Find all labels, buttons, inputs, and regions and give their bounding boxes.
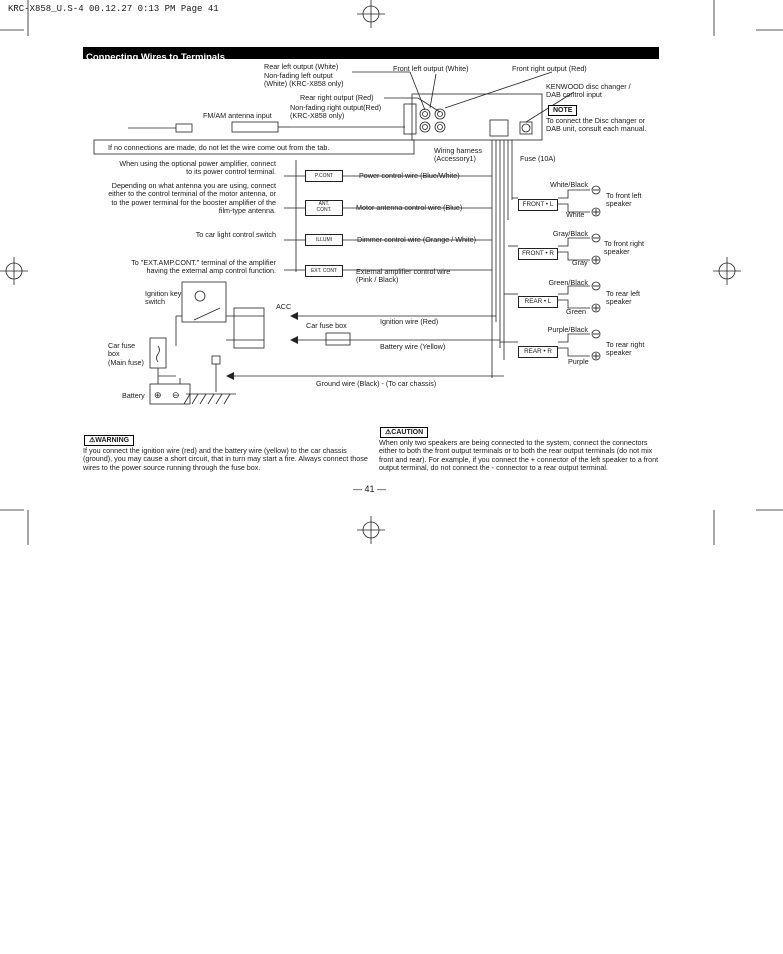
ant-cont-connector: ANT. CONT. (305, 200, 343, 216)
speaker-fr-tag: FRONT • R (518, 248, 558, 260)
dimmer-wire-label: Dimmer control wire (Orange / White) (357, 235, 477, 244)
speaker-rr-tag: REAR • R (518, 346, 558, 358)
speaker-fl-dest: To front left speaker (606, 191, 642, 209)
note-text: To connect the Disc changer or DAB unit, consult each manual. (546, 116, 647, 134)
ext-amp-note: To "EXT.AMP.CONT." terminal of the amplifier having the external amp control function. (131, 258, 276, 276)
warning-badge: ⚠WARNING (84, 435, 134, 446)
print-header: KRC-X858_U.S-4 00.12.27 0:13 PM Page 41 (8, 4, 219, 14)
ground-wire-label: Ground wire (Black) - (To car chassis) (316, 379, 437, 388)
speaker-fr-dest: To front right speaker (604, 239, 644, 257)
speaker-fr-bottom-color: Gray (572, 258, 588, 267)
acc-label: ACC (276, 302, 292, 311)
page-number: — 41 — (353, 484, 387, 494)
power-control-wire-label: Power control wire (Blue/White) (359, 171, 460, 180)
speaker-fl-top-color: White/Black (550, 180, 588, 189)
speaker-rr-bottom-color: Purple (568, 357, 589, 366)
speaker-rr-top-color: Purple/Black (547, 325, 588, 334)
speaker-rl-dest: To rear left speaker (606, 289, 640, 307)
power-amp-note: When using the optional power amplifier, connect to its power control terminal. (119, 159, 276, 177)
caution-text: When only two speakers are being connected to the system, connect the connectors either to both the front output terminals or to both the rear output terminals (do not mix front and rear). For example, if you connect the + connector of the left speaker to a front output terminal, do not connect the - connector to a rear output terminal. (379, 438, 659, 473)
front-left-output-label: Front left output (White) (393, 64, 469, 73)
pcont-connector: P.CONT (305, 170, 343, 182)
note-badge: NOTE (548, 105, 577, 116)
wiring-harness-label: Wiring harness (Accessory1) (434, 146, 482, 164)
ext-amp-wire-label: External amplifier control wire (Pink / Black) (356, 267, 451, 285)
speaker-rr-dest: To rear right speaker (606, 340, 645, 358)
fuse-label: Fuse (10A) (520, 154, 556, 163)
ignition-key-switch-label: Ignition key switch (145, 289, 182, 307)
antenna-note: Depending on what antenna you are using, connect either to the control terminal of the motor antenna, or to the power terminal for the booster amplifier of the film-type antenna. (108, 181, 276, 216)
tab-notice: If no connections are made, do not let the wire come out from the tab. (108, 143, 330, 152)
section-title: Connecting Wires to Terminals (86, 52, 226, 63)
motor-antenna-wire-label: Motor antenna control wire (Blue) (356, 203, 463, 212)
rear-left-output-label: Rear left output (White) (264, 62, 339, 71)
battery-label: Battery (122, 391, 145, 400)
nonfading-right-output-label: Non-fading right output(Red) (KRC-X858 only) (290, 103, 382, 121)
speaker-fr-top-color: Gray/Black (552, 229, 588, 238)
svg-text:⊕: ⊕ (154, 390, 162, 400)
section-title-bar (83, 47, 659, 63)
warning-text: If you connect the ignition wire (red) and the battery wire (yellow) to the car chassis (ground), you may cause a short circuit, that in turn may start a fire. Always connect those wires to the power source running through the fuse box. (83, 446, 368, 472)
changer-input-label: KENWOOD disc changer / DAB control input (546, 82, 631, 100)
car-fuse-box-label: Car fuse box (306, 321, 347, 330)
speaker-fl-bottom-color: White (566, 210, 585, 219)
main-fuse-label: Car fuse box (Main fuse) (108, 341, 144, 367)
speaker-rl-tag: REAR • L (518, 296, 558, 308)
svg-text:⊖: ⊖ (172, 390, 180, 400)
battery-wire-label: Battery wire (Yellow) (380, 342, 446, 351)
speaker-rl-bottom-color: Green (566, 307, 586, 316)
fm-am-antenna-label: FM/AM antenna input (203, 111, 272, 120)
ext-cont-connector: EXT. CONT (305, 265, 343, 277)
ignition-wire-label: Ignition wire (Red) (380, 317, 439, 326)
caution-badge: ⚠CAUTION (380, 427, 428, 438)
rear-right-output-label: Rear right output (Red) (300, 93, 374, 102)
illumi-connector: ILLUMI (305, 234, 343, 246)
front-right-output-label: Front right output (Red) (512, 64, 587, 73)
car-light-note: To car light control switch (195, 230, 276, 239)
nonfading-left-output-label: Non-fading left output (White) (KRC-X858 only) (264, 71, 344, 89)
speaker-rl-top-color: Green/Black (548, 278, 588, 287)
speaker-fl-tag: FRONT • L (518, 199, 558, 211)
